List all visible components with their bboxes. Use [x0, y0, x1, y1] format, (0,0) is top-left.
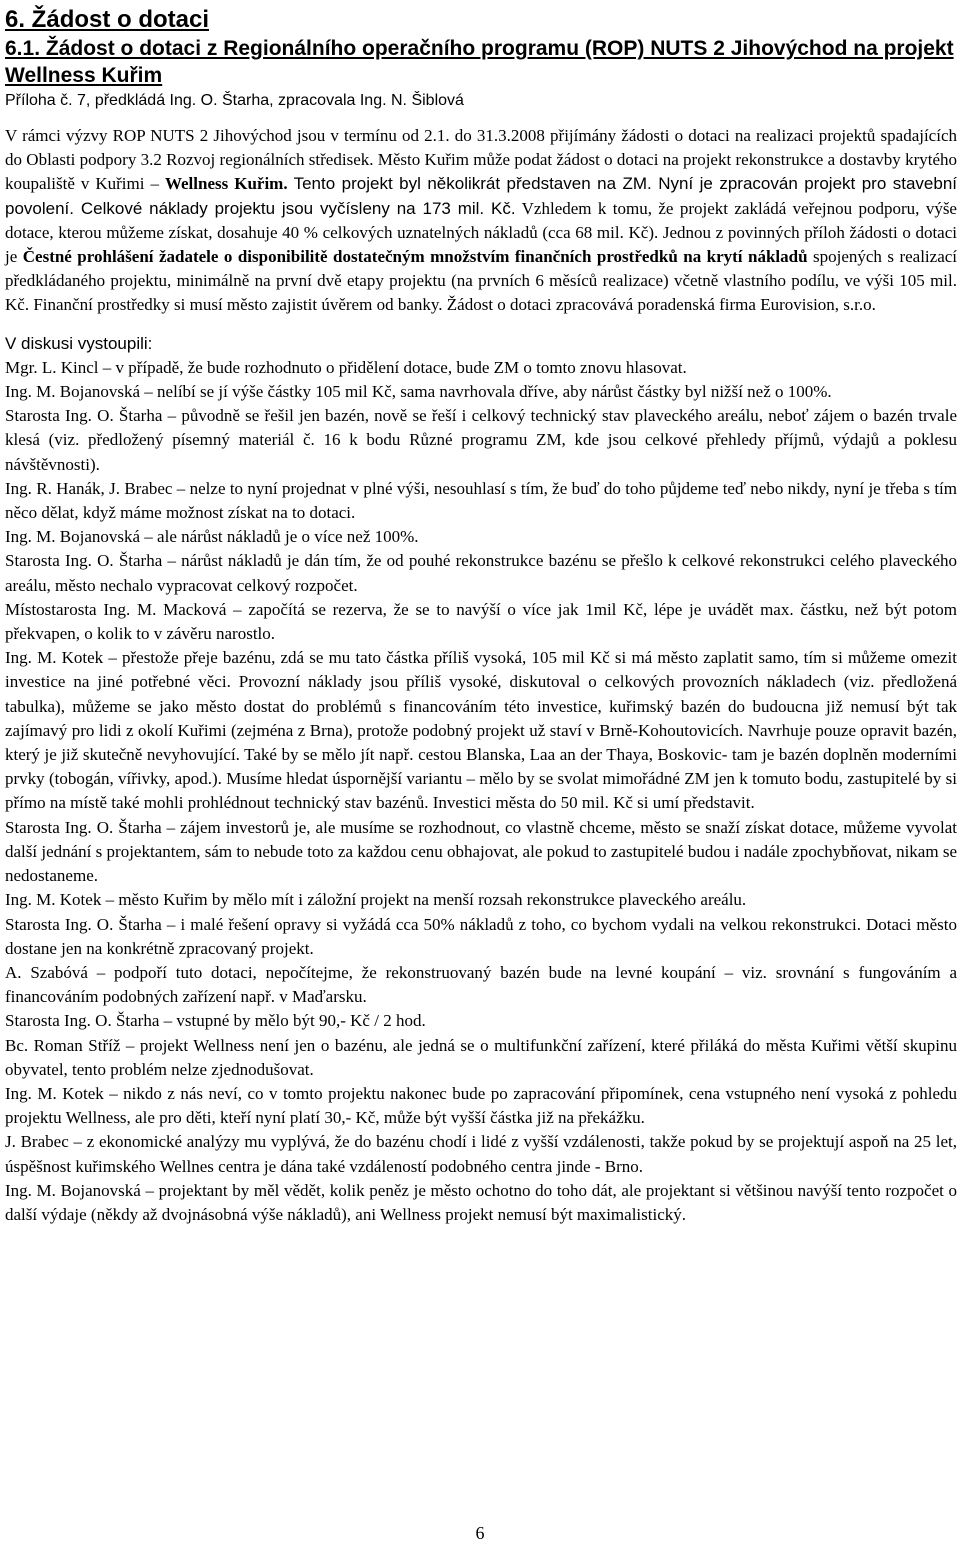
declaration-bold: Čestné prohlášení žadatele o disponibilitě dostatečným množstvím finančních prostředků na krytí nákladů: [22, 247, 808, 267]
discussion-item: Starosta Ing. O. Štarha – původně se řešil jen bazén, nově se řeší i celkový technický stav plaveckého areálu, neboť zájem o bazén trvale klesá (viz. předložený písemný materiál č. 16 k bodu Různé programu ZM, kde jsou celkové přehledy příjmů, výdajů a poklesu návštěvnosti).: [5, 406, 957, 474]
discussion-item: Ing. M. Bojanovská – nelíbí se jí výše částky 105 mil Kč, sama navrhovala dříve, aby nárůst částky byl nižší než o 100%.: [5, 382, 832, 402]
attachment-note: Příloha č. 7, předkládá Ing. O. Štarha, zpracovala Ing. N. Šiblová: [5, 92, 464, 109]
discussion-item: Ing. M. Kotek – přestože přeje bazénu, zdá se mu tato částka příliš vysoká, 105 mil Kč si má město zaplatit samo, tím si můžeme omezit investice na jiné potřebné věci. Provozní náklady jsou příliš vysoké, diskutoval o celkových provozních nákladech (viz. předložená tabulka), můžeme se jako město dostat do problémů s financováním této investice, kuřimský bazén do budoucna již nemusí být tak zajímavý pro lidi z okolí Kuřimi (zejména z Brna), protože podobný projekt už staví v Brně-Kohoutovicích. Navrhuje pouze opravit bazén, který je již skutečně nevyhovující. Také by se mělo jít např. cestou Blanska, Laa an der Thaya, Boskovic- tam je bazén doplněn moderními prvky (tobogán, vířivky, apod.). Musíme hledat úspornější variantu – mělo by se svolat mimořádné ZM jen k tomuto bodu, zastupitelé by si přímo na místě také mohli prohlédnout technický stav bazénů. Investici města do 50 mil. Kč si umí představit.: [5, 648, 957, 813]
discussion-item: Ing. M. Bojanovská – projektant by měl vědět, kolik peněz je město ochotno do toho dát, ale projektant si většinou navýší tento rozpočet o další výdaje (někdy až dvojnásobná výše nákladů), ani Wellness projekt nemusí být maximalistický.: [5, 1180, 957, 1224]
discussion-item: Místostarosta Ing. M. Macková – započítá se rezerva, že se to navýší o více jak 1mil Kč, lépe je uvádět max. částku, než být potom překvapen, o kolik to v závěru narostlo.: [5, 599, 957, 644]
wellness-project-name: Wellness Kuřim.: [164, 174, 288, 194]
discussion-item: Starosta Ing. O. Štarha – nárůst nákladů je dán tím, že od pouhé rekonstrukce bazénu se přešlo k celkové rekonstrukci celého plaveckého areálu, město nechalo vypracovat celkový rozpočet.: [5, 551, 957, 595]
discussion-item: J. Brabec – z ekonomické analýzy mu vyplývá, že do bazénu chodí i lidé z vyšší vzdálenosti, takže pokud by se projektují aspoň na 25 let, úspěšnost kuřimského Wellnes centra je dána také vzdáleností podobného centra jinde - Brno.: [5, 1132, 957, 1176]
section-heading: 6.1. Žádost o dotaci z Regionálního operačního programu (ROP) NUTS 2 Jihovýchod na projekt Wellness Kuřim: [5, 37, 954, 87]
discussion-item: Ing. R. Hanák, J. Brabec – nelze to nyní projednat v plné výši, nesouhlasí s tím, že buď do toho půjdeme teď nebo nikdy, nyní je třeba s tím něco dělat, když máme možnost získat na to dotaci.: [5, 478, 957, 523]
chapter-heading: 6. Žádost o dotaci: [5, 6, 210, 33]
page-number: 6: [475, 1523, 485, 1543]
discussion-label: V diskusi vystoupili:: [5, 333, 153, 353]
discussion-item: Starosta Ing. O. Štarha – vstupné by mělo být 90,- Kč / 2 hod.: [5, 1011, 426, 1031]
discussion-item: Ing. M. Kotek – nikdo z nás neví, co v tomto projektu nakonec bude po zapracování připomínek, cena vstupného není vysoká z pohledu projektu Wellness, ale pro děti, kteří nyní platí 30,- Kč, může být vyšší částka již na překážku.: [5, 1083, 957, 1128]
discussion-item: Ing. M. Bojanovská – ale nárůst nákladů je o více než 100%.: [5, 527, 419, 547]
intro-text-4: spojených s realizací předkládaného projektu, minimálně na první dvě etapy projektu (na prvních 6 měsíců realizace) včetně vlastního podílu, ve výši 105 mil. Kč. Finanční prostředky si musí město zajistit úvěrem od banky. Žádost o dotaci zpracovává poradenská firma Eurovision, s.r.o.: [5, 247, 958, 315]
discussion-item: A. Szabóvá – podpoří tuto dotaci, nepočítejme, že rekonstruovaný bazén bude na levné koupání – viz. srovnání s fungováním a financováním podobných zařízení např. v Maďarsku.: [5, 962, 957, 1007]
intro-paragraph: [5, 124, 957, 318]
discussion-item: Ing. M. Kotek – město Kuřim by mělo mít i záložní projekt na menší rozsah rekonstrukce plaveckého areálu.: [5, 890, 747, 910]
document-page: [5, 4, 957, 1227]
intro-text-2: Tento projekt byl několikrát představen na ZM. Nyní je zpracován projekt pro stavební povolení. Celkové náklady projektu jsou vyčísleny na 173 mil. Kč.: [5, 174, 958, 218]
intro-text-3: Vzhledem k tomu, že projekt zakládá veřejnou podporu, výše dotace, kterou můžeme získat, dosahuje 40 % celkových uznatelných nákladů (cca 68 mil. Kč). Jednou z povinných příloh žádosti o dotaci je: [5, 198, 957, 267]
discussion-item: Bc. Roman Stříž – projekt Wellness není jen o bazénu, ale jedná se o multifunkční zařízení, které přiláká do města Kuřimi větší skupinu obyvatel, tento problém nelze zjednodušovat.: [5, 1035, 957, 1079]
discussion-item: Starosta Ing. O. Štarha – zájem investorů je, ale musíme se rozhodnout, co vlastně chceme, město se snaží získat dotace, můžeme vyvolat další jednání s projektantem, sám to nebude toto za každou cenu obhajovat, ale pokud to zastupitelé budou i nadále zpochybňovat, nikam se nedostaneme.: [5, 817, 957, 886]
discussion-item: Starosta Ing. O. Štarha – i malé řešení opravy si vyžádá cca 50% nákladů z toho, co bychom vydali na velkou rekonstrukci. Dotaci město dostane jen na konkrétně zpracovaný projekt.: [5, 914, 957, 958]
intro-text-1: V rámci výzvy ROP NUTS 2 Jihovýchod jsou v termínu od 2.1. do 31.3.2008 přijímány žádosti o dotaci na realizaci projektů spadajících do Oblasti podpory 3.2 Rozvoj regionálních středisek. Město Kuřim může podat žádost o dotaci na projekt rekonstrukce a dostavby krytého koupaliště v Kuřimi –: [5, 126, 957, 194]
discussion-item: Mgr. L. Kincl – v případě, že bude rozhodnuto o přidělení dotace, bude ZM o tomto znovu hlasovat.: [5, 357, 687, 377]
